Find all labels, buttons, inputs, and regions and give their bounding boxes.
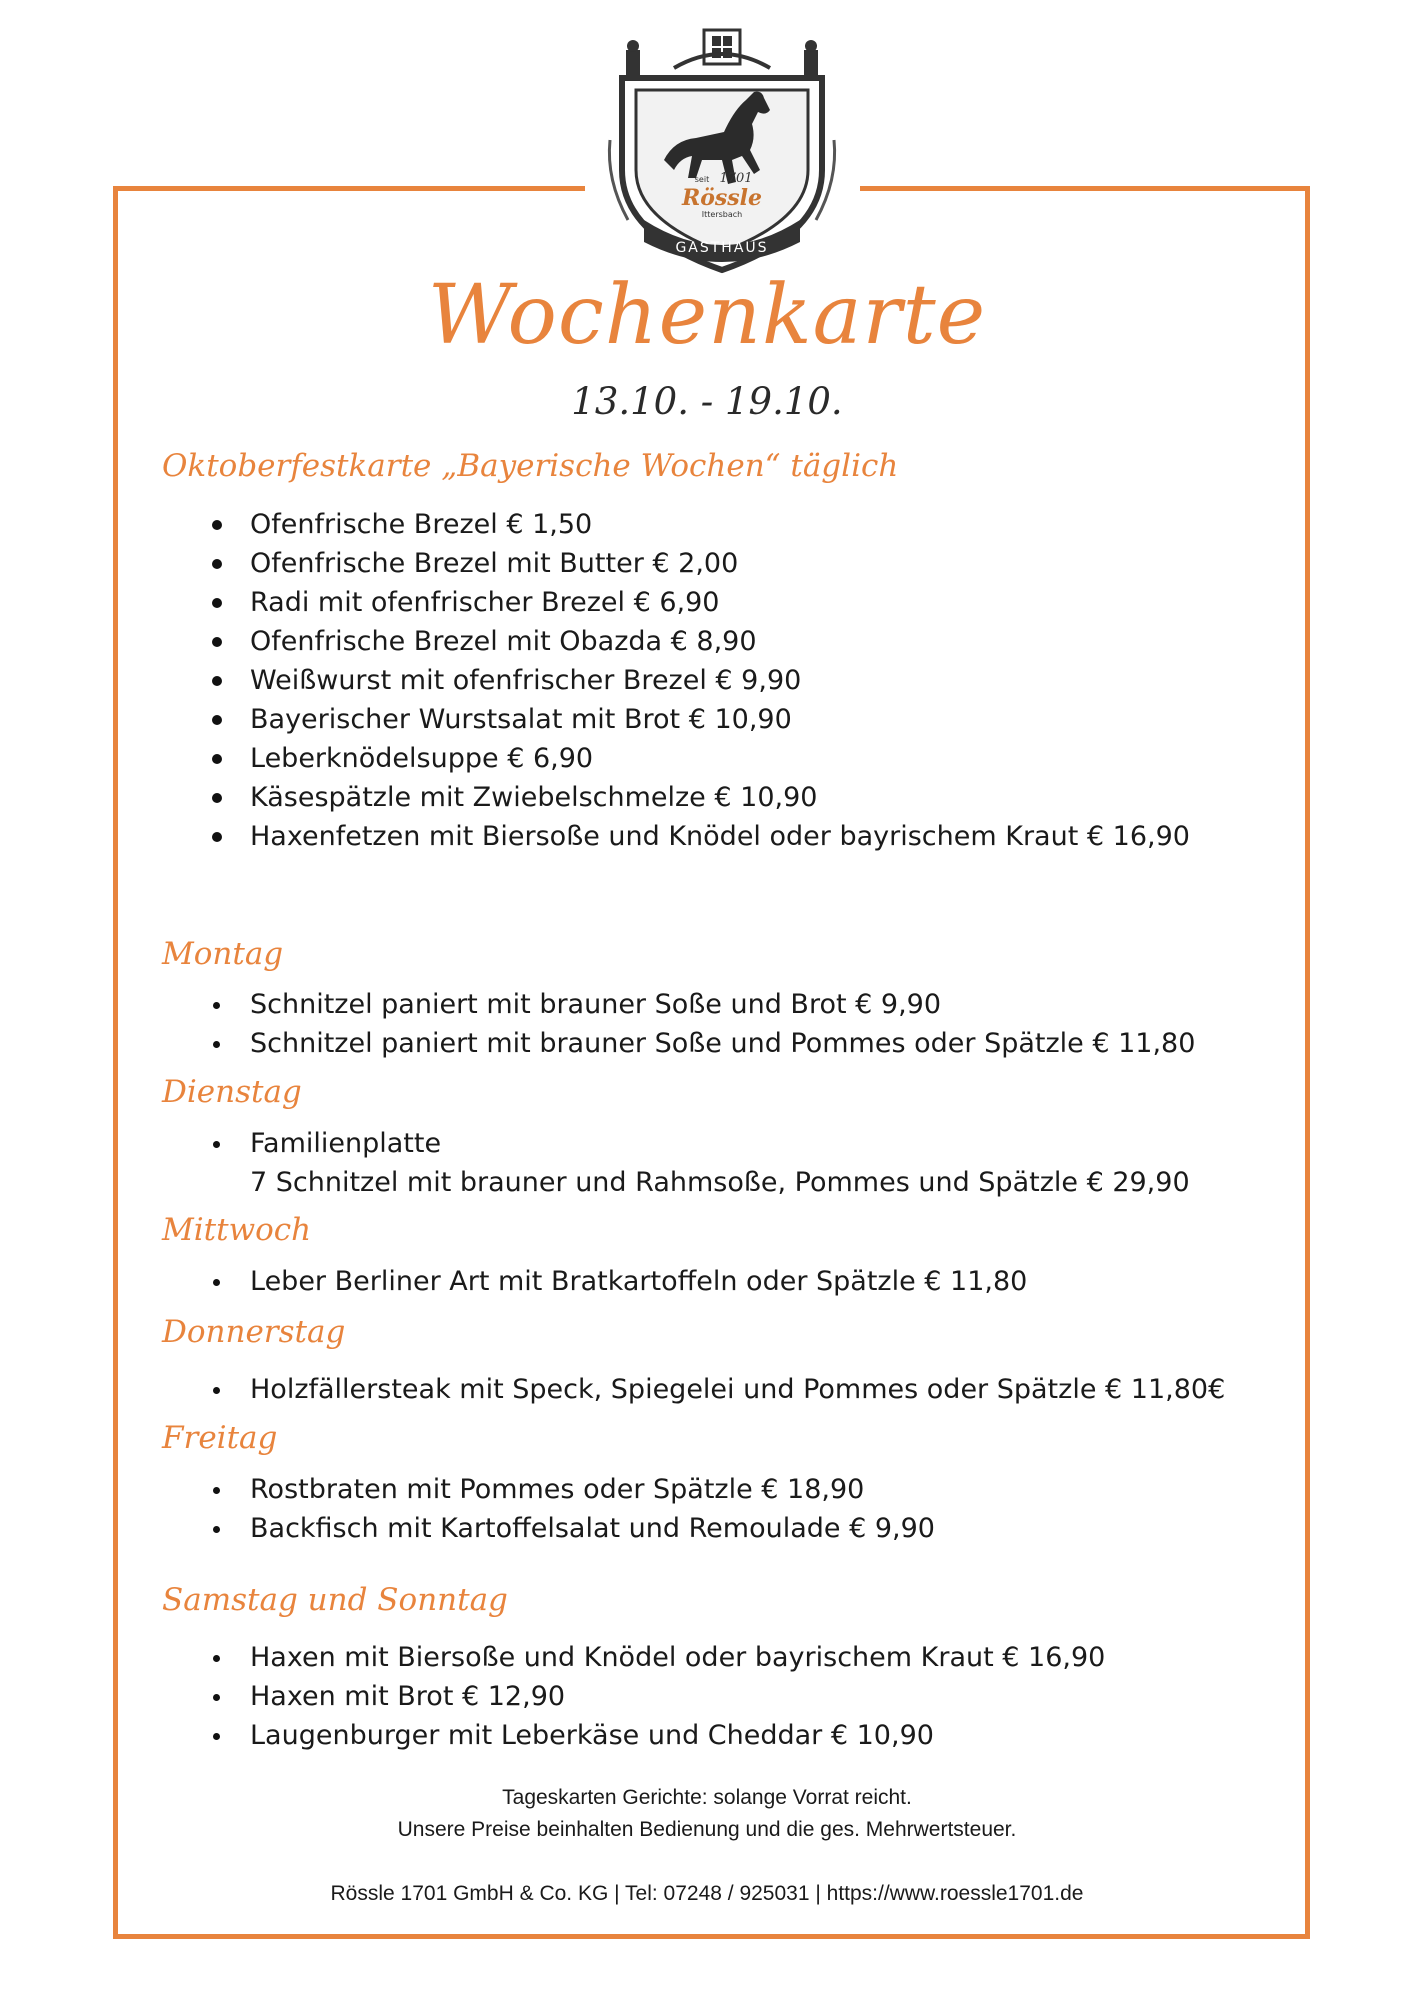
- footer-note-1: Tageskarten Gerichte: solange Vorrat reicht.: [502, 1786, 912, 1809]
- list-item: Schnitzel paniert mit brauner Soße und Brot € 9,90: [200, 985, 1195, 1024]
- section-title-donnerstag: Donnerstag: [162, 1314, 346, 1350]
- list-item: Haxen mit Brot € 12,90: [200, 1677, 1105, 1716]
- list-item: Schnitzel paniert mit brauner Soße und Pommes oder Spätzle € 11,80: [200, 1024, 1195, 1063]
- logo-prefix: seit: [694, 175, 710, 184]
- list-item: Bayerischer Wurstsalat mit Brot € 10,90: [200, 700, 1190, 739]
- logo-banner-text: GASTHAUS: [675, 240, 769, 256]
- list-item: Ofenfrische Brezel € 1,50: [200, 505, 1190, 544]
- oktoberfest-list: [200, 505, 1190, 856]
- list-item: [200, 1124, 1190, 1202]
- section-title-wochenende: Samstag und Sonntag: [162, 1582, 508, 1618]
- list-item: Weißwurst mit ofenfrischer Brezel € 9,90: [200, 661, 1190, 700]
- donnerstag-list: [200, 1370, 1225, 1409]
- mittwoch-list: [200, 1262, 1027, 1301]
- list-item: Leberknödelsuppe € 6,90: [200, 739, 1190, 778]
- item-line-1: Familienplatte: [250, 1128, 442, 1159]
- list-item: Backfisch mit Kartoffelsalat und Remoulade € 9,90: [200, 1509, 935, 1548]
- section-title-mittwoch: Mittwoch: [162, 1212, 312, 1248]
- footer-note-2: Unsere Preise beinhalten Bedienung und die ges. Mehrwertsteuer.: [397, 1818, 1017, 1841]
- section-title-freitag: Freitag: [162, 1420, 278, 1456]
- list-item: Holzfällersteak mit Speck, Spiegelei und Pommes oder Spätzle € 11,80€: [200, 1370, 1225, 1409]
- montag-list: [200, 985, 1195, 1063]
- list-item: Haxen mit Biersoße und Knödel oder bayrischem Kraut € 16,90: [200, 1638, 1105, 1677]
- logo-year: 1701: [719, 171, 753, 186]
- page-title: Wochenkarte: [427, 268, 987, 363]
- freitag-list: [200, 1470, 935, 1548]
- footer-contact: Rössle 1701 GmbH & Co. KG | Tel: 07248 / 925031 | https://www.roessle1701.de: [330, 1882, 1084, 1905]
- section-title-dienstag: Dienstag: [162, 1074, 302, 1110]
- item-line-2: 7 Schnitzel mit brauner und Rahmsoße, Pommes und Spätzle € 29,90: [250, 1167, 1190, 1198]
- wochenende-list: [200, 1638, 1105, 1755]
- section-title-oktoberfest: Oktoberfestkarte „Bayerische Wochen“ täglich: [162, 448, 899, 484]
- logo-place: Ittersbach: [701, 210, 743, 219]
- date-range: 13.10. - 19.10.: [571, 380, 843, 423]
- roessle-logo: [604, 20, 840, 282]
- list-item: Käsespätzle mit Zwiebelschmelze € 10,90: [200, 778, 1190, 817]
- list-item: Leber Berliner Art mit Bratkartoffeln oder Spätzle € 11,80: [200, 1262, 1027, 1301]
- section-title-montag: Montag: [162, 936, 284, 972]
- list-item: Ofenfrische Brezel mit Butter € 2,00: [200, 544, 1190, 583]
- list-item: Ofenfrische Brezel mit Obazda € 8,90: [200, 622, 1190, 661]
- list-item: Haxenfetzen mit Biersoße und Knödel oder bayrischem Kraut € 16,90: [200, 817, 1190, 856]
- list-item: Rostbraten mit Pommes oder Spätzle € 18,90: [200, 1470, 935, 1509]
- logo-name: Rössle: [681, 185, 763, 211]
- dienstag-list: [200, 1124, 1190, 1202]
- list-item: Radi mit ofenfrischer Brezel € 6,90: [200, 583, 1190, 622]
- list-item: Laugenburger mit Leberkäse und Cheddar € 10,90: [200, 1716, 1105, 1755]
